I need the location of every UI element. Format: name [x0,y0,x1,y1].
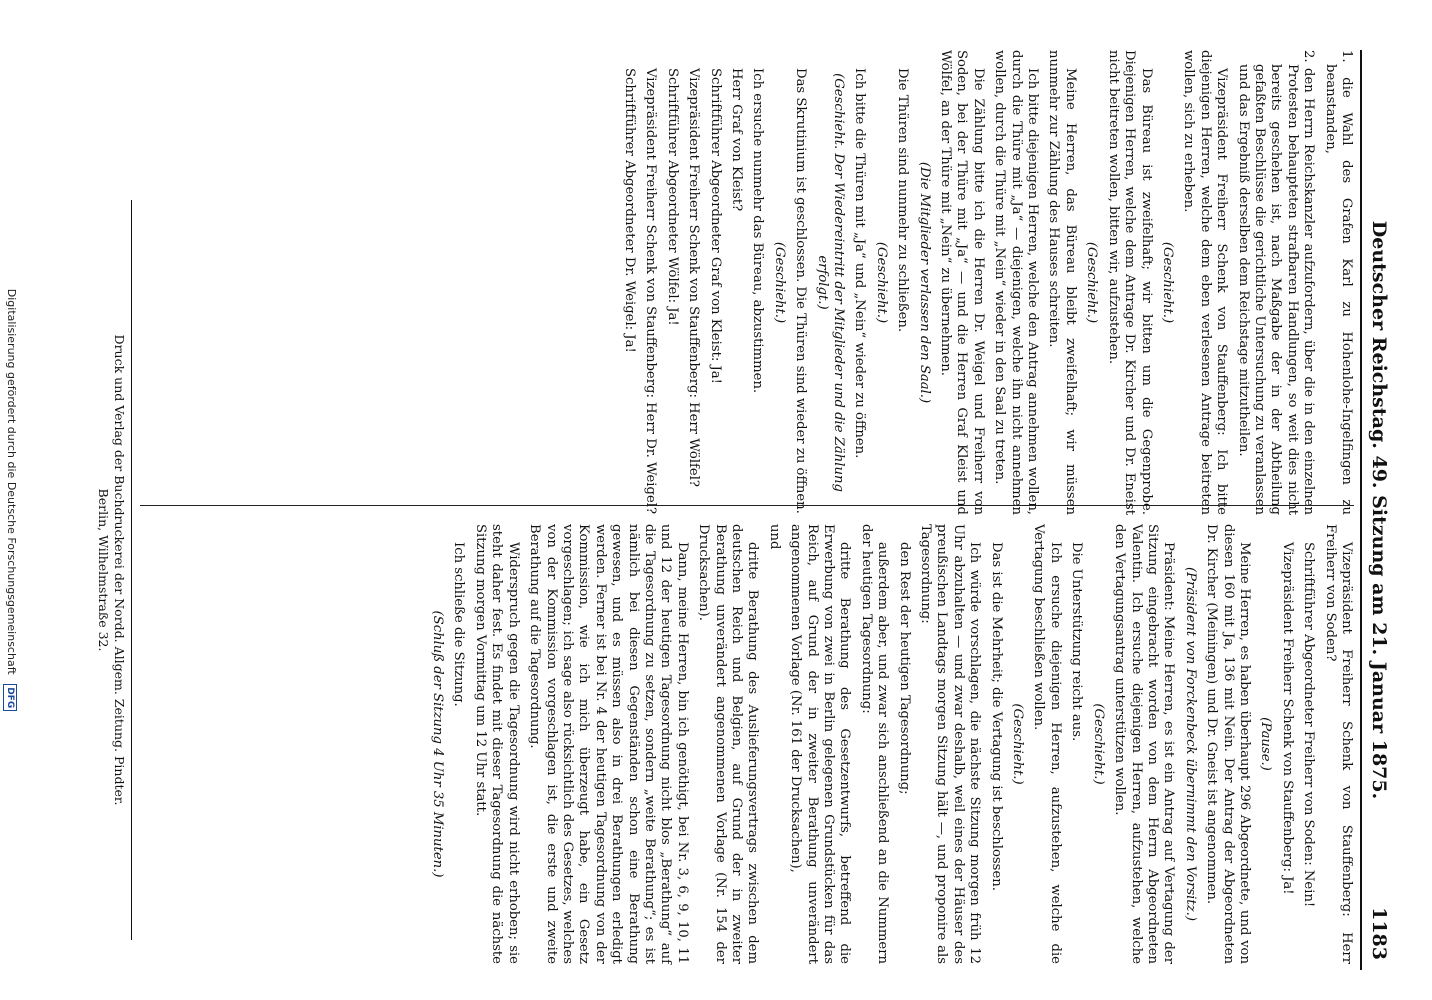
right-paragraph: und [766,524,782,550]
right-paragraph: den Rest der heutigen Tagesordnung; [896,542,912,795]
imprint-line: Druck und Verlag der Buchdruckerei der Nordd. Allgem. Zeitung. Pindter. [111,200,132,940]
right-paragraph: außerdem aber, und zwar sich anschließend an die Nummern der heutigen Tagesordnung: [858,524,891,964]
left-paragraph: Das Skrutinium ist geschlossen. Die Thüren sind wieder zu öffnen. [793,68,809,514]
left-paragraph: Meine Herren, das Büreau bleibt zweifelhaft; wir müssen nunmehr zur Zählung des Hauses schreiten. [1046,50,1078,515]
left-paragraph: Vizepräsident Freiherr Schenk von Stauffenberg: Herr Wölfel? [686,68,702,488]
left-paragraph: (Geschieht.) [873,241,889,324]
left-column [140,50,1354,515]
right-paragraph: dritte Berathung des Gesetzentwurfs, betreffend die Erwerbung von zwei in Berlin gelegenen Grundstücken für das Reich, auf Grund der in zweiter Berathung unverändert angenommenen Vorlage (Nr. 161 der Drucksachen), [788,524,853,964]
right-paragraph: Vizepräsident Freiherr Schenk von Stauffenberg: Ja! [1279,542,1295,895]
right-paragraph: (Schluß der Sitzung 4 Uhr 35 Minuten.) [430,610,446,878]
left-paragraph: Schriftführer Abgeordneter Wölfel: Ja! [664,68,680,326]
left-paragraph: Ich bitte diejenigen Herren, welche den Antrag annehmen wollen, durch die Thüre mit „Ja“ — diejenigen, welche ihn nicht annehmen wollen, durch die Thüre mit „Nein“ wieder in den Saal zu treten. [992,50,1041,515]
left-paragraph: Schriftführer Abgeordneter Dr. Weigel: Ja! [621,68,637,353]
left-paragraph: 2. den Herrn Reichskanzler aufzufordern, über die in den einzelnen Protesten behaupteten strafbaren Handlungen, so weit dies nicht bereits geschehen ist, nach Maßgabe der in der Abtheilung gefaßten Beschlüsse die gerichtliche Untersuchung zu veranlassen und das Ergebniß derselben dem Reichstage mitzutheilen. [1235,50,1317,515]
left-paragraph: Das Büreau ist zweifelhaft; wir bitten um die Gegenprobe. Diejenigen Herren, welche dem Antrage Dr. Kircher und Dr. Eneist nicht beitreten wollen, bitten wir, aufzustehen. [1105,50,1154,515]
left-paragraph: Ich bitte die Thüren mit „Ja“ und „Nein“ wieder zu öffnen. [852,68,868,459]
page-title: Deutscher Reichstag. 49. Sitzung am 21. Januar 1875. [1368,220,1390,800]
right-paragraph: (Pause.) [1258,717,1274,771]
left-paragraph: Herr Graf von Kleist? [729,68,744,212]
left-paragraph: Schriftführer Abgeordneter Graf von Kleist: Ja! [707,68,723,384]
imprint-address: Berlin, Wilhelmstraße 32. [96,488,111,652]
dfg-logo-icon: DFG [3,684,17,711]
left-paragraph: (Geschieht.) [1159,241,1175,324]
right-paragraph: Ich ersuche diejenigen Herren, aufzustehen, welche die Vertagung beschließen wollen. [1031,524,1063,964]
right-paragraph: Schriftführer Abgeordneter Freiherr von Soden: Nein! [1301,542,1317,908]
left-paragraph: Die Zählung bitte ich die Herren Dr. Weigel und Freiherr von Soden, bei der Thüre mit „Ja“ — und die Herren Graf Kleist und Wölfel, an der Thüre mit „Nein“ zu übernehmen. [938,50,986,515]
right-paragraph: Ich würde vorschlagen, die nächste Sitzung morgen früh 12 Uhr abzuhalten — und zwar deshalb, weil eines der Häuser des preußischen Landtags morgen Sitzung hält —, und proponire als Tagesordnung: [918,524,983,964]
footer [95,200,132,940]
right-paragraph: dritte Berathung des Auslieferungsvertrags zwischen dem deutschen Reich und Belgien, auf Grund der in zweiter Berathung unverändert angenommenen Vorlage (Nr. 154 der Drucksachen). [696,524,761,964]
left-paragraph: (Geschieht. Der Wiedereintritt der Mitglieder und die Zählung erfolgt.) [814,73,847,492]
page-header [1360,50,1394,970]
left-paragraph: Vizepräsident Freiherr Schenk von Stauffenberg: Ich bitte diejenigen Herren, welche dem eben verlesenen Antrage beitreten wollen, sich zu erheben. [1181,50,1230,515]
right-paragraph: Widerspruch gegen die Tagesordnung wird nicht erhoben; sie steht daher fest. Es findet mit dieser Tagesordnung die nächste Sitzung morgen Vormittag um 12 Uhr statt. [472,524,521,964]
right-paragraph: Präsident: Meine Herren, es ist ein Antrag auf Vertagung der Sitzung eingebracht worden von dem Herrn Abgeordneten Valentin. Ich ersuche diejenigen Herren, aufzustehen, welche den Vertagungsantrag unterstützen wollen. [1112,524,1177,964]
right-paragraph: Vizepräsident Freiherr Schenk von Stauffenberg: Herr Freiherr von Soden? [1322,524,1354,964]
right-paragraph: Das ist die Mehrheit; die Vertagung ist beschlossen. [988,542,1004,891]
page-number: 1183 [1368,907,1390,960]
left-paragraph: Ich ersuche nunmehr das Büreau, abzustimmen. [750,68,766,394]
left-paragraph: Vizepräsident Freiherr Schenk von Stauffenberg: Herr Dr. Weigel? [643,68,659,515]
right-paragraph: (Geschieht.) [1010,703,1026,785]
right-paragraph: (Geschieht.) [1090,703,1106,785]
left-paragraph: 1. die Wahl des Grafen Karl zu Hohenlohe-Ingelfingen zu beanstanden, [1322,50,1354,515]
right-paragraph: Dann, meine Herren, bin ich genöthigt, bei Nr. 3, 6, 9, 10, 11 und 12 der heutigen Tagesordnung nicht blos „Berathung“ auf die Tagesordnung zu setzen, sondern „weite Berathung“; es ist nämlich bei diesen Gegenständen schon eine Berathung gewesen, und es müssen also in drei Berathungen erledigt werden. Ferner ist bei Nr. 4 der heutigen Tagesordnung von der Kommission, wie ich mich überzeugt habe, ein Gesetz vorgeschlagen; ich sage also rücksichtlich des Gesetzes, welches von der Kommission vorgeschlagen ist, die erste und zweite Berathung auf die Tagesordnung. [527,524,690,964]
right-paragraph: (Präsident von Forckenbeck übernimmt den Vorsitz.) [1182,567,1198,921]
left-paragraph: (Geschieht.) [771,241,787,324]
left-paragraph: Die Thüren sind nunmehr zu schließen. [895,68,911,333]
digitization-text: Digitalisierung gefördert durch die Deutsche Forschungsgemeinschaft [5,288,18,675]
right-column [140,505,1354,964]
right-paragraph: Ich schließe die Sitzung. [451,542,467,707]
digitization-note [0,0,22,1000]
left-paragraph: (Geschieht.) [1084,241,1100,324]
left-paragraph: (Die Mitglieder verlassen den Saal.) [916,161,932,404]
right-paragraph: Meine Herren, es haben überhaupt 296 Abgeordnete, und von diesen 160 mit Ja, 136 mit Nein. Der Antrag der Abgeordneten Dr. Kircher (Meiningen) und Dr. Gneist ist angenommen. [1204,524,1252,964]
right-paragraph: Die Unterstützung reicht aus. [1069,542,1085,742]
